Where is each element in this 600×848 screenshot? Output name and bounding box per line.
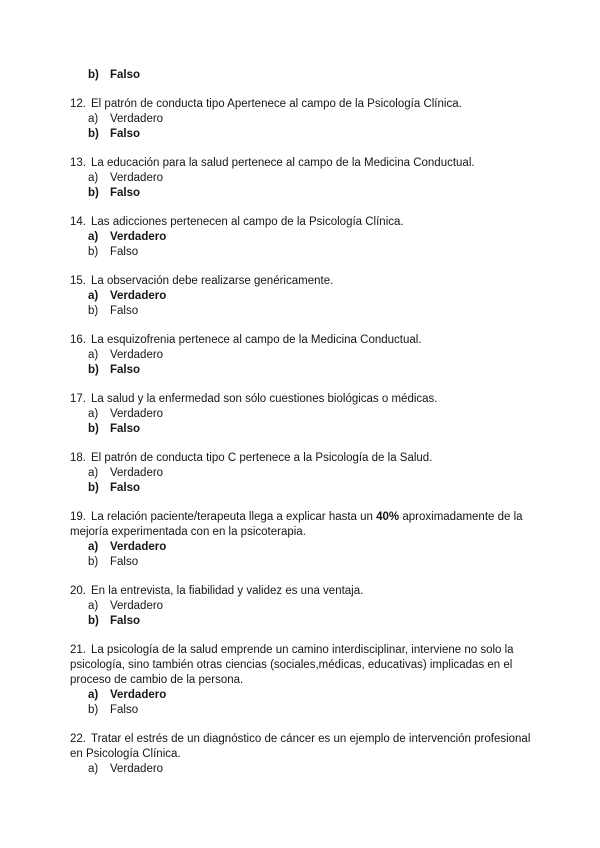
option-label: Verdadero bbox=[110, 763, 164, 775]
option-label: Verdadero bbox=[110, 689, 167, 701]
option-row bbox=[70, 171, 575, 186]
option-marker: a) bbox=[88, 113, 99, 125]
question-block bbox=[70, 156, 575, 201]
option-row bbox=[70, 422, 575, 437]
question-number: 21. bbox=[70, 644, 86, 656]
option-row bbox=[70, 614, 575, 629]
question-text-line bbox=[70, 156, 575, 171]
option-row bbox=[70, 245, 575, 260]
option-row bbox=[70, 555, 575, 570]
option-row bbox=[70, 466, 575, 481]
question-number: 18. bbox=[70, 452, 86, 464]
option-label: Falso bbox=[110, 364, 141, 376]
option-row bbox=[70, 703, 575, 718]
question-text-segment: La psicología de la salud emprende un camino interdisciplinar, interviene no solo la bbox=[91, 644, 514, 656]
option-label: Falso bbox=[110, 305, 139, 317]
question-text-segment: La relación paciente/terapeuta llega a explicar hasta un bbox=[91, 511, 377, 523]
option-marker: a) bbox=[88, 172, 99, 184]
option-label: Falso bbox=[110, 556, 139, 568]
option-row bbox=[70, 289, 575, 304]
option-row bbox=[70, 407, 575, 422]
option-label: Verdadero bbox=[110, 349, 164, 361]
option-marker: a) bbox=[88, 763, 99, 775]
question-text-line bbox=[70, 584, 575, 599]
question-text-segment: mejoría experimentada con en la psicoterapia. bbox=[70, 526, 306, 538]
option-marker: a) bbox=[88, 408, 99, 420]
question-text-line bbox=[70, 97, 575, 112]
question-text-line bbox=[70, 392, 575, 407]
option-row bbox=[70, 127, 575, 142]
option-row bbox=[70, 363, 575, 378]
option-marker: a) bbox=[88, 541, 99, 553]
option-marker: a) bbox=[88, 231, 99, 243]
question-number: 16. bbox=[70, 334, 86, 346]
question-block bbox=[70, 732, 575, 777]
question-text-segment: Tratar el estrés de un diagnóstico de cáncer es un ejemplo de intervención profesional bbox=[91, 733, 531, 745]
option-label: Falso bbox=[110, 69, 141, 81]
question-text-segment: psicología, sino también otras ciencias (sociales,médicas, educativas) implicadas en el bbox=[70, 659, 513, 671]
question-number: 12. bbox=[70, 98, 86, 110]
option-marker: a) bbox=[88, 349, 99, 361]
option-marker: b) bbox=[88, 704, 99, 716]
option-row bbox=[70, 186, 575, 201]
option-marker: a) bbox=[88, 290, 99, 302]
question-text-line bbox=[70, 643, 575, 658]
question-text-segment: La esquizofrenia pertenece al campo de la Medicina Conductual. bbox=[91, 334, 422, 346]
question-text-line bbox=[70, 673, 575, 688]
option-marker: a) bbox=[88, 467, 99, 479]
question-text-segment: aproximadamente de la bbox=[399, 511, 523, 523]
question-block bbox=[70, 510, 575, 570]
option-marker: b) bbox=[88, 423, 99, 435]
question-text-segment: La educación para la salud pertenece al campo de la Medicina Conductual. bbox=[91, 157, 475, 169]
question-text-segment: El patrón de conducta tipo Apertenece al campo de la Psicología Clínica. bbox=[91, 98, 462, 110]
question-text-segment: La salud y la enfermedad son sólo cuestiones biológicas o médicas. bbox=[91, 393, 438, 405]
question-text-segment: proceso de cambio de la persona. bbox=[70, 674, 244, 686]
option-row bbox=[70, 481, 575, 496]
option-label: Verdadero bbox=[110, 467, 164, 479]
question-block bbox=[70, 333, 575, 378]
question-text-line bbox=[70, 215, 575, 230]
question-number: 13. bbox=[70, 157, 86, 169]
question-text-line bbox=[70, 451, 575, 466]
option-marker: b) bbox=[88, 128, 99, 140]
question-block bbox=[70, 97, 575, 142]
question-text-line bbox=[70, 274, 575, 289]
option-marker: a) bbox=[88, 600, 99, 612]
option-marker: b) bbox=[88, 69, 99, 81]
option-row bbox=[70, 68, 575, 83]
option-marker: a) bbox=[88, 689, 99, 701]
option-label: Verdadero bbox=[110, 541, 167, 553]
question-number: 14. bbox=[70, 216, 86, 228]
option-marker: b) bbox=[88, 615, 99, 627]
option-label: Falso bbox=[110, 423, 141, 435]
option-label: Verdadero bbox=[110, 600, 164, 612]
option-label: Verdadero bbox=[110, 231, 167, 243]
question-block bbox=[70, 451, 575, 496]
question-number: 15. bbox=[70, 275, 86, 287]
question-text-segment: El patrón de conducta tipo C pertenece a la Psicología de la Salud. bbox=[91, 452, 433, 464]
option-label: Verdadero bbox=[110, 172, 164, 184]
option-marker: b) bbox=[88, 364, 99, 376]
question-text-segment: En la entrevista, la fiabilidad y validez es una ventaja. bbox=[91, 585, 364, 597]
option-marker: b) bbox=[88, 482, 99, 494]
question-block bbox=[70, 643, 575, 718]
question-number: 17. bbox=[70, 393, 86, 405]
option-row bbox=[70, 304, 575, 319]
question-number: 20. bbox=[70, 585, 86, 597]
option-label: Verdadero bbox=[110, 290, 167, 302]
question-text-segment: Las adicciones pertenecen al campo de la Psicología Clínica. bbox=[91, 216, 404, 228]
option-row bbox=[70, 112, 575, 127]
option-row bbox=[70, 688, 575, 703]
question-number: 19. bbox=[70, 511, 86, 523]
option-label: Falso bbox=[110, 246, 139, 258]
option-row bbox=[70, 230, 575, 245]
option-marker: b) bbox=[88, 187, 99, 199]
option-label: Verdadero bbox=[110, 408, 164, 420]
question-text-line bbox=[70, 658, 575, 673]
question-text-segment: 40% bbox=[376, 511, 400, 523]
option-row bbox=[70, 348, 575, 363]
option-row bbox=[70, 540, 575, 555]
option-label: Falso bbox=[110, 615, 141, 627]
question-block bbox=[70, 215, 575, 260]
option-label: Falso bbox=[110, 128, 141, 140]
option-marker: b) bbox=[88, 556, 99, 568]
question-number: 22. bbox=[70, 733, 86, 745]
question-text-segment: en Psicología Clínica. bbox=[70, 748, 181, 760]
question-text-line bbox=[70, 333, 575, 348]
option-row bbox=[70, 599, 575, 614]
option-marker: b) bbox=[88, 305, 99, 317]
option-marker: b) bbox=[88, 246, 99, 258]
option-row bbox=[70, 762, 575, 777]
question-text-line bbox=[70, 747, 575, 762]
question-block bbox=[70, 584, 575, 629]
question-text-line bbox=[70, 510, 575, 525]
question-list bbox=[70, 68, 575, 791]
question-block bbox=[70, 274, 575, 319]
option-label: Falso bbox=[110, 482, 141, 494]
option-label: Falso bbox=[110, 704, 139, 716]
option-label: Falso bbox=[110, 187, 141, 199]
leading-option-block bbox=[70, 68, 575, 83]
option-label: Verdadero bbox=[110, 113, 164, 125]
question-block bbox=[70, 392, 575, 437]
question-text-segment: La observación debe realizarse genéricamente. bbox=[91, 275, 334, 287]
question-text-line bbox=[70, 525, 575, 540]
question-text-line bbox=[70, 732, 575, 747]
